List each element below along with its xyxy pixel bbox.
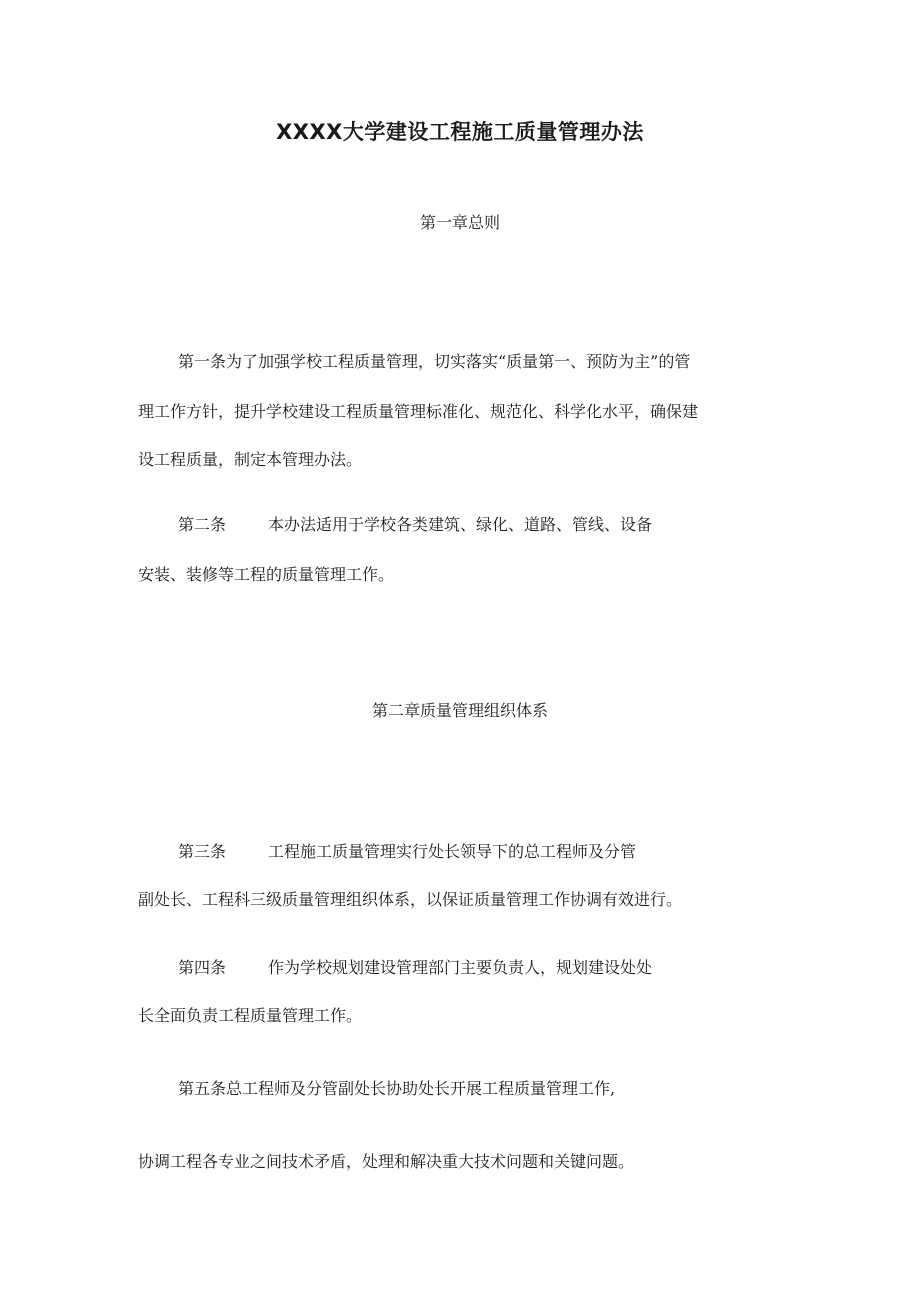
article-number: 第二条 bbox=[178, 515, 227, 534]
article-text: 作为学校规划建设管理部门主要负责人，规划建设处处 bbox=[268, 958, 653, 977]
article-3-line-1 bbox=[178, 839, 636, 865]
article-1-line-1: 第一条为了加强学校工程质量管理，切实落实“质量第一、预防为主”的管 bbox=[178, 352, 691, 371]
article-4-line-2: 长全面负责工程质量管理工作。 bbox=[138, 1006, 363, 1025]
article-5-line-2: 协调工程各专业之间技术矛盾，处理和解决重大技术问题和关键问题。 bbox=[138, 1152, 635, 1171]
article-number: 第三条 bbox=[178, 842, 227, 861]
chapter-heading: 第二章质量管理组织体系 bbox=[371, 701, 548, 720]
article-text: 本办法适用于学校各类建筑、绿化、道路、管线、设备 bbox=[268, 515, 653, 534]
article-3-line-2: 副处长、工程科三级质量管理组织体系，以保证质量管理工作协调有效进行。 bbox=[138, 890, 683, 909]
chapter-heading: 第一章总则 bbox=[419, 213, 500, 232]
article-2-line-1 bbox=[178, 512, 652, 538]
article-1-line-2: 理工作方针，提升学校建设工程质量管理标准化、规范化、科学化水平，确保建 bbox=[138, 402, 699, 421]
article-number: 第四条 bbox=[178, 958, 227, 977]
article-2-line-2: 安装、装修等工程的质量管理工作。 bbox=[138, 565, 395, 584]
document-title: XXXX大学建设工程施工质量管理办法 bbox=[276, 120, 644, 144]
article-text: 工程施工质量管理实行处长领导下的总工程师及分管 bbox=[268, 842, 637, 861]
article-1-line-3: 设工程质量，制定本管理办法。 bbox=[138, 450, 363, 469]
article-5-line-1: 第五条总工程师及分管副处长协助处长开展工程质量管理工作, bbox=[178, 1079, 616, 1098]
article-4-line-1 bbox=[178, 955, 652, 981]
